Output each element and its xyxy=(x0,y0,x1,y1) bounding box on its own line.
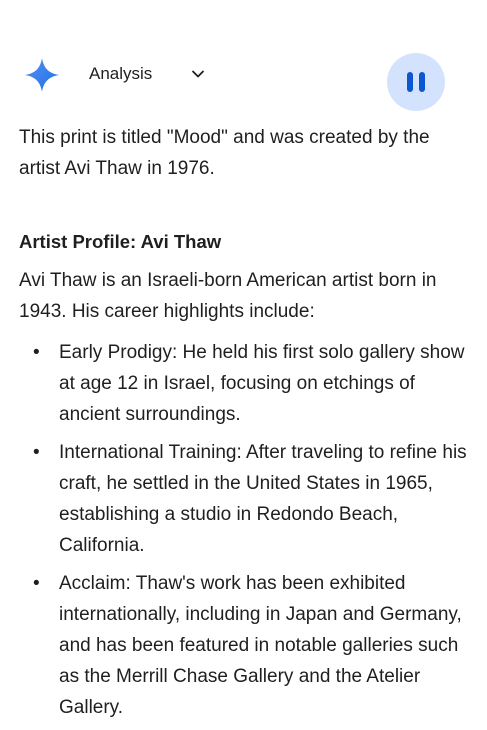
response-body xyxy=(19,122,474,730)
analysis-title: Analysis xyxy=(89,64,153,83)
response-header xyxy=(0,0,487,118)
pause-icon xyxy=(404,72,428,92)
list-item-text: Acclaim: Thaw's work has been exhibited internationally, including in Japan and Germany, and has been featured in notable galleries such as the Merrill Chase Gallery and the Atelier Gallery. xyxy=(59,573,462,718)
bullet-icon: • xyxy=(33,442,40,463)
list-item xyxy=(19,337,474,430)
bullet-icon: • xyxy=(33,573,40,594)
profile-paragraph: Avi Thaw is an Israeli-born American artist born in 1943. His career highlights include: xyxy=(19,270,437,322)
gemini-spark-icon xyxy=(24,57,60,93)
list-item xyxy=(19,437,474,561)
pause-button[interactable] xyxy=(387,53,445,111)
list-item-text: International Training: After traveling to refine his craft, he settled in the United States in 1965, establishing a studio in Redondo Beach, California. xyxy=(59,442,467,556)
list-item xyxy=(19,568,474,723)
chevron-down-icon xyxy=(190,66,206,82)
section-heading: Artist Profile: Avi Thaw xyxy=(19,231,222,252)
analysis-dropdown[interactable] xyxy=(89,60,206,88)
intro-paragraph: This print is titled "Mood" and was created by the artist Avi Thaw in 1976. xyxy=(19,127,430,179)
highlights-list xyxy=(19,337,474,723)
list-item-text: Early Prodigy: He held his first solo gallery show at age 12 in Israel, focusing on etchings of ancient surroundings. xyxy=(59,342,465,425)
bullet-icon: • xyxy=(33,342,40,363)
